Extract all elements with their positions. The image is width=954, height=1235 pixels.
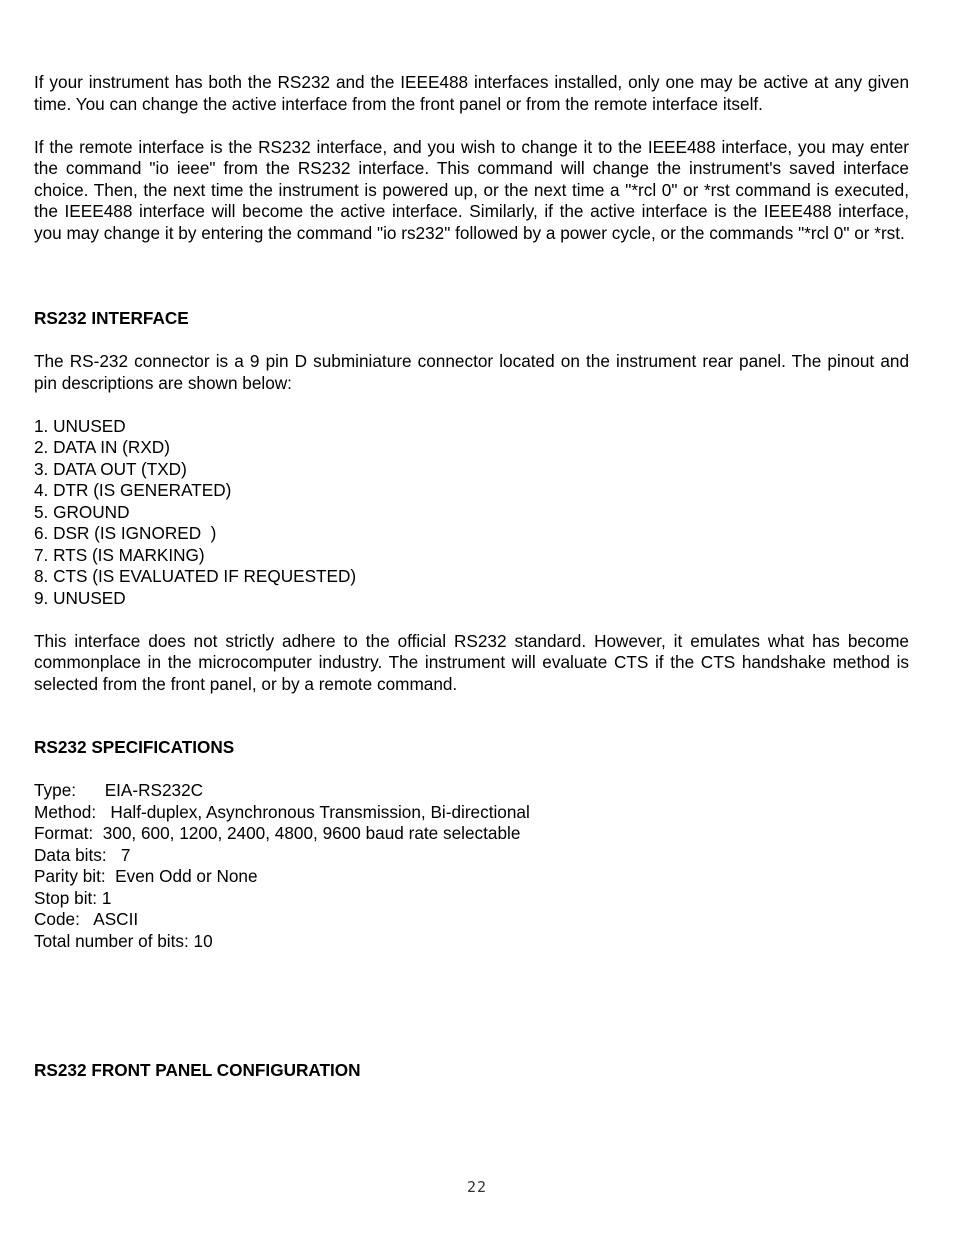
rs232-interface-heading: RS232 INTERFACE: [34, 308, 189, 328]
list-item: 4. DTR (IS GENERATED): [34, 480, 232, 500]
rs232-standard-note: This interface does not strictly adhere to the official RS232 standard. However, it emulates what has become commonplace in the microcomputer industry. The instrument will evaluate CTS if the CTS handshake method is selected from the front panel, or by a remote command.: [34, 630, 909, 694]
rs232-interface-description: The RS-232 connector is a 9 pin D subminiature connector located on the instrument rear panel. The pinout and pin descriptions are shown below:: [34, 351, 909, 393]
list-item: 3. DATA OUT (TXD): [34, 458, 187, 479]
intro-paragraph-2: If the remote interface is the RS232 interface, and you wish to change it to the IEEE488 interface, you may enter the command "io ieee" from the RS232 interface. This command will change the instrument's saved interface choice. Then, the next time the instrument is powered up, or the next time a "*rcl 0" or *rst command is executed, the IEEE488 interface will become the active interface. Similarly, if the active interface is the IEEE488 interface, you may change it by entering the command "io rs232" followed by a power cycle, or the commands "*rcl 0" or *rst.: [34, 136, 909, 243]
list-item: 8. CTS (IS EVALUATED IF REQUESTED): [34, 566, 357, 586]
front-panel-configuration-heading: RS232 FRONT PANEL CONFIGURATION: [34, 1059, 361, 1080]
pinout-list: [34, 416, 909, 610]
document-page: [34, 72, 909, 1081]
list-item: 1. UNUSED: [34, 415, 126, 436]
spec-total-bits: Total number of bits: 10: [34, 930, 213, 951]
specifications-list: [34, 780, 909, 952]
list-item: 7. RTS (IS MARKING): [34, 544, 205, 565]
list-item: 9. UNUSED: [34, 587, 126, 608]
list-item: 6. DSR (IS IGNORED ): [34, 523, 217, 543]
spec-code: Code: ASCII: [34, 909, 139, 929]
page-number: 22: [466, 1178, 488, 1196]
spec-parity-bit: Parity bit: Even Odd or None: [34, 866, 258, 886]
rs232-specifications-heading: RS232 SPECIFICATIONS: [34, 737, 235, 757]
list-item: 5. GROUND: [34, 501, 130, 522]
spec-data-bits: Data bits: 7: [34, 844, 131, 865]
spec-type: Type: EIA-RS232C: [34, 780, 204, 800]
spec-stop-bit: Stop bit: 1: [34, 887, 112, 908]
spec-method: Method: Half-duplex, Asynchronous Transmission, Bi-directional: [34, 801, 530, 822]
list-item: 2. DATA IN (RXD): [34, 437, 170, 457]
intro-paragraph-1: If your instrument has both the RS232 and the IEEE488 interfaces installed, only one may be active at any given time. You can change the active interface from the front panel or from the remote interface itself.: [34, 72, 909, 114]
spec-format: Format: 300, 600, 1200, 2400, 4800, 9600 baud rate selectable: [34, 823, 521, 843]
